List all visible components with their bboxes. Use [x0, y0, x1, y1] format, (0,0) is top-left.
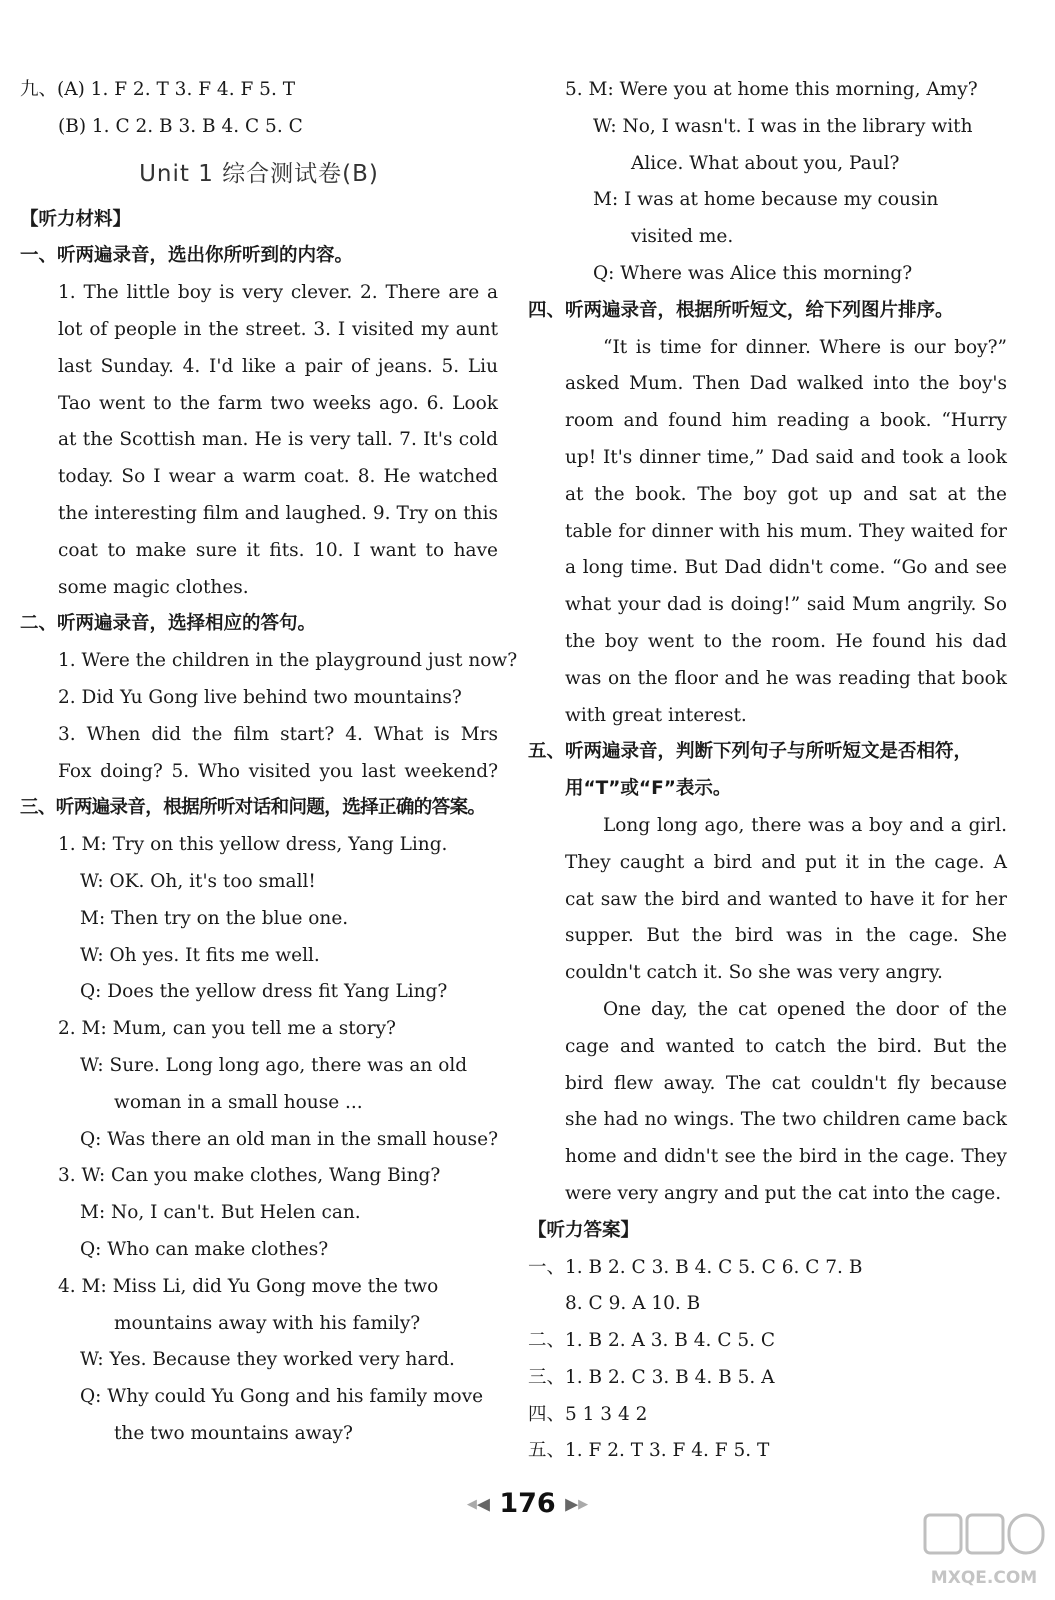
watermark-logo: [919, 1507, 1049, 1592]
dialogue-line: 3. W: Can you make clothes, Wang Bing?: [58, 1165, 441, 1187]
listening-material-heading: 【听力材料】: [20, 208, 132, 230]
dialogue-line: woman in a small house ...: [114, 1091, 363, 1113]
dialogue-line: 4. M: Miss Li, did Yu Gong move the two: [58, 1275, 439, 1297]
section3-dialogue-5: [565, 72, 1007, 293]
next-small-arrow-icon: ▶: [578, 1497, 589, 1512]
dialogue-line: 1. M: Try on this yellow dress, Yang Ling.: [58, 834, 448, 856]
section5-title-line1: 五、听两遍录音，判断下列句子与所听短文是否相符，: [528, 741, 973, 763]
dialogue-line: W: No, I wasn't. I was in the library with: [593, 115, 973, 137]
dialogue-line: Q: Why could Yu Gong and his family move: [80, 1386, 484, 1408]
section1-line: coat to make sure it fits. 10. I want to have: [58, 539, 498, 561]
left-column: [20, 72, 518, 1453]
section1-text: [20, 275, 498, 606]
next-arrow-icon: ▶: [565, 1494, 579, 1515]
answer-line: 二、1. B 2. A 3. B 4. C 5. C: [528, 1330, 776, 1352]
answers-list: [528, 1250, 1007, 1471]
dialogue-line: M: Then try on the blue one.: [80, 907, 349, 929]
svg-text:MXQE.COM: MXQE.COM: [930, 1568, 1038, 1588]
section1-line: last Sunday. 4. I'd like a pair of jeans. 5. Liu: [58, 355, 498, 377]
section9-b-answers: (B) 1. C 2. B 3. B 4. C 5. C: [58, 115, 303, 137]
section9-a-answers: 九、(A) 1. F 2. T 3. F 4. F 5. T: [20, 79, 296, 100]
section4-passage: “It is time for dinner. Where is our boy?” asked Mum. Then Dad walked into the boy's room and found him reading a book. “Hurry up! It's dinner time,” Dad said and took a look at the book. The boy got up and sat at the table for dinner with his mum. They waited for a long time. But Dad didn't come. “Go and see what your dad is doing!” said Mum angrily. So the boy went to the room. He found his dad was on the floor and he was reading that book with great interest.: [565, 336, 1007, 726]
dialogue-line: 2. M: Mum, can you tell me a story?: [58, 1018, 396, 1040]
dialogue-line: Q: Does the yellow dress fit Yang Ling?: [80, 981, 448, 1003]
section5-title-line2: 用“T”或“F”表示。: [565, 778, 732, 800]
page-number: 176: [499, 1488, 556, 1519]
section3-title: 三、听两遍录音，根据所听对话和问题，选择正确的答案。: [20, 797, 486, 819]
dialogue-line: Q: Was there an old man in the small house?: [80, 1128, 499, 1150]
unit-title: Unit 1 综合测试卷(B): [139, 160, 379, 187]
dialogue-line: W: Sure. Long long ago, there was an old: [80, 1054, 468, 1076]
answer-line: 五、1. F 2. T 3. F 4. F 5. T: [528, 1440, 770, 1462]
section4-title: 四、听两遍录音，根据所听短文，给下列图片排序。: [528, 299, 954, 321]
prev-small-arrow-icon: ◀: [466, 1497, 477, 1512]
right-column: [528, 72, 1007, 1470]
section1-line: Tao went to the farm two weeks ago. 6. Look: [58, 392, 498, 414]
section5-paragraph-2: One day, the cat opened the door of the cage and wanted to catch the bird. But the bird flew away. The cat couldn't fly because she had no wings. The two children came back home and didn't see the bird in the cage. They were very angry and put the cat into the cage.: [565, 998, 1007, 1204]
dialogue-line: mountains away with his family?: [114, 1312, 421, 1334]
section2-line: Fox doing? 5. Who visited you last weekend?: [58, 760, 498, 782]
prev-arrow-icon: ◀: [476, 1494, 490, 1515]
section1-line: the interesting film and laughed. 9. Try on this: [58, 502, 498, 524]
section5-paragraph-1: Long long ago, there was a boy and a girl. They caught a bird and put it in the cage. A cat saw the bird and wanted to have it for her supper. But the bird was in the cage. She couldn't catch it. So she was very angry.: [565, 814, 1007, 984]
dialogue-line: Q: Who can make clothes?: [80, 1238, 329, 1260]
section1-line: some magic clothes.: [58, 576, 249, 598]
watermark-icon: [919, 1507, 1049, 1592]
answer-line: 四、5 1 3 4 2: [528, 1403, 648, 1425]
section3-dialogues: [20, 827, 498, 1453]
section2-line: 3. When did the film start? 4. What is Mrs: [58, 723, 498, 745]
answer-line: 一、1. B 2. C 3. B 4. C 5. C 6. C 7. B: [528, 1256, 863, 1278]
dialogue-line: M: I was at home because my cousin: [593, 189, 939, 211]
section1-line: lot of people in the street. 3. I visited my aunt: [58, 318, 498, 340]
section1-line: today. So I wear a warm coat. 8. He watched: [58, 466, 498, 488]
dialogue-line: 5. M: Were you at home this morning, Amy?: [565, 79, 978, 100]
page-footer: [0, 1488, 1055, 1519]
section1-line: 1. The little boy is very clever. 2. There are a: [58, 282, 498, 304]
section1-line: at the Scottish man. He is very tall. 7. It's cold: [58, 429, 498, 451]
section1-title: 一、听两遍录音，选出你所听到的内容。: [20, 245, 354, 267]
answer-line: 三、1. B 2. C 3. B 4. B 5. A: [528, 1366, 775, 1388]
dialogue-line: W: OK. Oh, it's too small!: [80, 870, 316, 892]
dialogue-line: Q: Where was Alice this morning?: [593, 262, 913, 284]
dialogue-line: Alice. What about you, Paul?: [631, 152, 900, 174]
dialogue-line: M: No, I can't. But Helen can.: [80, 1202, 361, 1224]
dialogue-line: W: Oh yes. It fits me well.: [80, 944, 320, 966]
dialogue-line: the two mountains away?: [114, 1422, 353, 1444]
answers-heading: 【听力答案】: [528, 1219, 640, 1241]
dialogue-line: W: Yes. Because they worked very hard.: [80, 1349, 455, 1371]
section2-text: [20, 643, 518, 790]
dialogue-line: visited me.: [631, 226, 734, 248]
section2-line: 2. Did Yu Gong live behind two mountains?: [58, 686, 462, 708]
answer-line: 8. C 9. A 10. B: [565, 1293, 701, 1315]
section2-title: 二、听两遍录音，选择相应的答句。: [20, 613, 317, 635]
section2-line: 1. Were the children in the playground just now?: [58, 650, 518, 672]
